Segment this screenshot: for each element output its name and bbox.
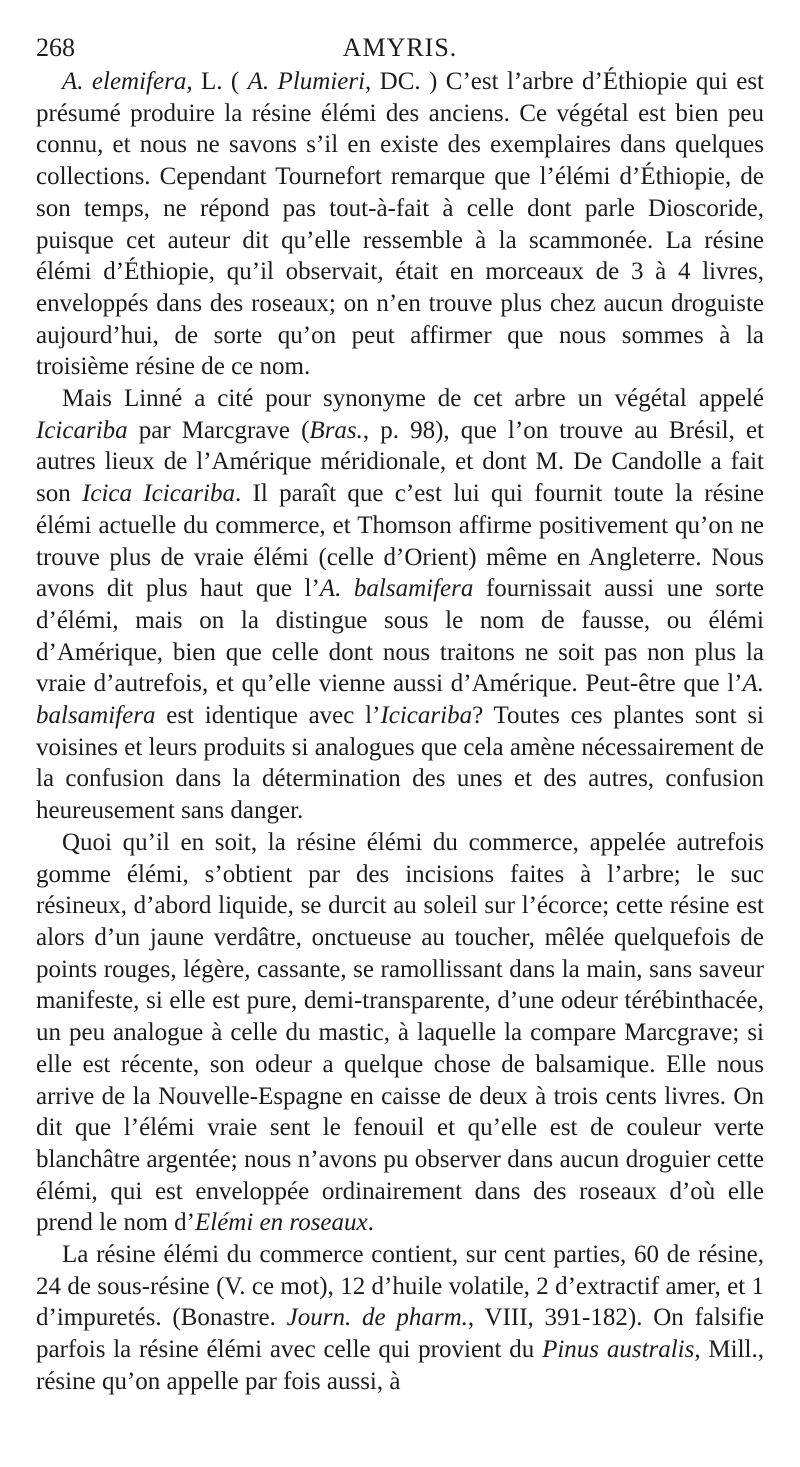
page-header bbox=[36, 30, 764, 66]
italic-text-run: A. balsamifera bbox=[36, 670, 764, 730]
text-run: par Marcgrave ( bbox=[127, 416, 310, 444]
text-run: fournissait aussi une sorte d’élémi, mais on la distingue sous le nom de fausse, ou élémi d’Amérique, bien que celle dont nous traitons ne soit pas non plus la vraie d’autrefois, et qu’elle vienne aussi d’Amérique. Peut-être que l’ bbox=[36, 575, 765, 698]
text-run: Quoi qu’il en soit, la résine élémi du commerce, appelée autrefois gomme élémi, s’obtient par des incisions faites à l’arbre; le suc résineux, d’abord liquide, se durcit au soleil sur l’écorce; cette résine est alors d’un jaune verdâtre, onctueuse au toucher, mêlée quelquefois de points rouges, légère, cassante, se ramollissant dans la main, sans saveur manifeste, si elle est pure, demi-transparente, d’une odeur térébinthacée, un peu analogue à celle du mastic, à laquelle la compare Marcgrave; si elle est récente, son odeur a quelque chose de balsamique. Elle nous arrive de la Nouvelle-Espagne en caisse de deux à trois cents livres. On dit que l’élémi vraie sent le fenouil et qu’elle est de couleur verte blanchâtre argentée; nous n’avons pu observer dans aucun droguier cette élémi, qui est enveloppée ordinairement dans des roseaux d’où elle prend le nom d’ bbox=[36, 828, 764, 1237]
text-run: , p. 98), que l’on trouve au Brésil, et autres lieux de l’Amérique méridionale, et dont M. De Candolle a fait son bbox=[36, 416, 765, 508]
italic-text-run: Elémi en roseaux bbox=[194, 1209, 368, 1237]
italic-text-run: A. balsamifera bbox=[319, 575, 474, 603]
text-run: ? Toutes ces plantes sont si voisines et leurs produits si analogues que cela amène nécessairement de la confusion dans la détermination des unes et des autres, confusion heureusement sans danger. bbox=[36, 702, 764, 825]
text-run: La résine élémi du commerce contient, sur cent parties, 60 de résine, 24 de sous-résine (V. ce mot), 12 d’huile volatile, 2 d’extractif amer, et 1 d’impuretés. (Bonastre. bbox=[36, 1241, 764, 1332]
page-number: 268 bbox=[36, 33, 75, 62]
paragraph bbox=[36, 66, 764, 383]
text-run: , L. ( bbox=[186, 68, 248, 95]
text-run: , DC. ) C’est l’arbre d’Éthiopie qui est présumé produire la résine élémi des anciens. Ce végétal est bien peu connu, et nous ne savons s’il en existe des exemplaires dans quelques collections. Cependant Tournefort remarque que l’élémi d’Éthiopie, de son temps, ne répond pas tout-à-fait à celle dont parle Dioscoride, puisque cet auteur dit qu’elle ressemble à la scammonée. La résine élémi d’Éthiopie, qu’il observait, était en morceaux de 3 à 4 livres, enveloppés dans des roseaux; on n’en trouve plus chez aucun droguiste aujourd’hui, de sorte qu’on peut affirmer que nous sommes à la troisième résine de ce nom. bbox=[36, 68, 764, 381]
italic-text-run: Icicariba bbox=[36, 416, 128, 444]
italic-text-run: Icica Icicariba bbox=[82, 480, 235, 508]
text-run: , VIII, 391-182). On falsifie parfois la résine élémi avec celle qui provient du bbox=[36, 1304, 764, 1364]
italic-text-run: A. Plumieri bbox=[247, 68, 366, 95]
running-head: AMYRIS. bbox=[342, 33, 458, 62]
text-run: , Mill., résine qu’on appelle par fois aussi, à bbox=[36, 1336, 764, 1395]
text-run: . bbox=[367, 1209, 374, 1237]
paragraph bbox=[36, 827, 764, 1239]
paragraph bbox=[36, 383, 764, 827]
body-text bbox=[36, 66, 764, 1398]
italic-text-run: Pinus australis bbox=[542, 1336, 695, 1364]
text-run: est identique avec l’ bbox=[155, 702, 381, 730]
italic-text-run: Icicariba bbox=[380, 702, 473, 730]
text-run: . Il paraît que c’est lui qui fournit toute la résine élémi actuelle du commerce, et Thomson affirme positivement qu’on ne trouve plus de vraie élémi (celle d’Orient) même en Angleterre. Nous avons dit plus haut que l’ bbox=[36, 480, 764, 603]
paragraph bbox=[36, 1239, 764, 1398]
text-run: Mais Linné a cité pour synonyme de cet arbre un végétal appelé bbox=[62, 385, 764, 413]
italic-text-run: Bras. bbox=[309, 416, 363, 444]
italic-text-run: Journ. de pharm. bbox=[286, 1304, 468, 1332]
italic-text-run: A. elemifera bbox=[62, 68, 187, 95]
